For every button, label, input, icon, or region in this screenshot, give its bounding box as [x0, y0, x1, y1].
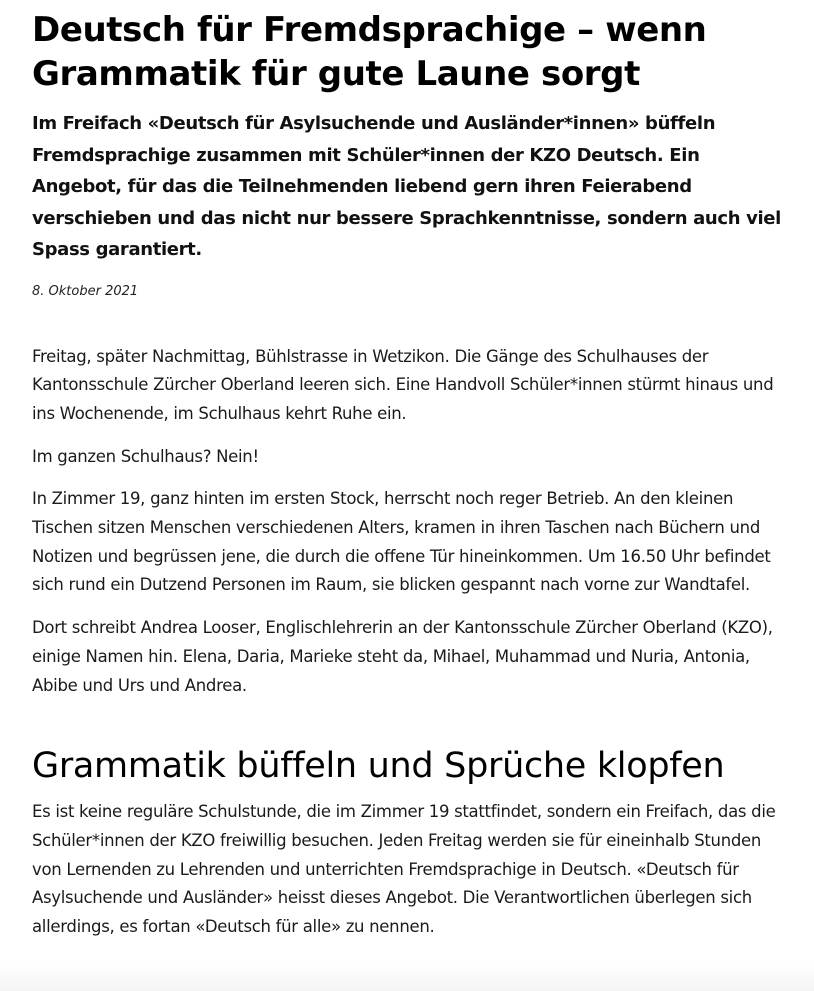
body-paragraph-3: In Zimmer 19, ganz hinten im ersten Stock, herrscht noch reger Betrieb. An den kleinen Tischen sitzen Menschen verschiedenen Alters, kramen in ihren Taschen nach Büchern und Notizen und begrüssen jene, die durch die offene Tür hineinkommen. Um 16.50 Uhr befindet sich rund ein Dutzend Personen im Raum, sie blicken gespannt nach vorne zur Wandtafel. — [32, 489, 771, 595]
body-paragraph-1: Freitag, später Nachmittag, Bühlstrasse in Wetzikon. Die Gänge des Schulhauses der Kantonsschule Zürcher Oberland leeren sich. Eine Handvoll Schüler*innen stürmt hinaus und ins Wochenende, im Schulhaus kehrt Ruhe ein. — [32, 346, 774, 423]
body-paragraph-4: Dort schreibt Andrea Looser, Englischlehrerin an der Kantonsschule Zürcher Oberland (KZO), einige Namen hin. Elena, Daria, Marieke steht da, Mihael, Muhammad und Nuria, Antonia, Abibe und Urs und Andrea. — [32, 618, 773, 695]
article-lead: Im Freifach «Deutsch für Asylsuchende und Ausländer*innen» büffeln Fremdsprachige zusammen mit Schüler*innen der KZO Deutsch. Ein Angebot, für das die Teilnehmenden liebend gern ihren Feierabend verschieben und das nicht nur bessere Sprachkenntnisse, sondern auch viel Spass garantiert. — [32, 113, 781, 260]
section-paragraph: Es ist keine reguläre Schulstunde, die im Zimmer 19 stattfindet, sondern ein Freifach, das die Schüler*innen der KZO freiwillig besuchen. Jeden Freitag werden sie für eineinhalb Stunden von Lernenden zu Lehrenden und unterrichten Fremdsprachige in Deutsch. «Deutsch für Asylsuchende und Ausländer» heisst dieses Angebot. Die Verantwortlichen überlegen sich allerdings, es fortan «Deutsch für alle» zu nennen. — [32, 802, 776, 937]
body-paragraph-2: Im ganzen Schulhaus? Nein! — [32, 446, 259, 466]
bottom-fade-overlay — [0, 965, 814, 991]
article — [32, 8, 782, 942]
article-title: Deutsch für Fremdsprachige – wenn Grammatik für gute Laune sorgt — [32, 10, 707, 94]
section-heading: Grammatik büffeln und Sprüche klopfen — [32, 746, 725, 787]
publication-date: 8. Oktober 2021 — [32, 283, 139, 299]
